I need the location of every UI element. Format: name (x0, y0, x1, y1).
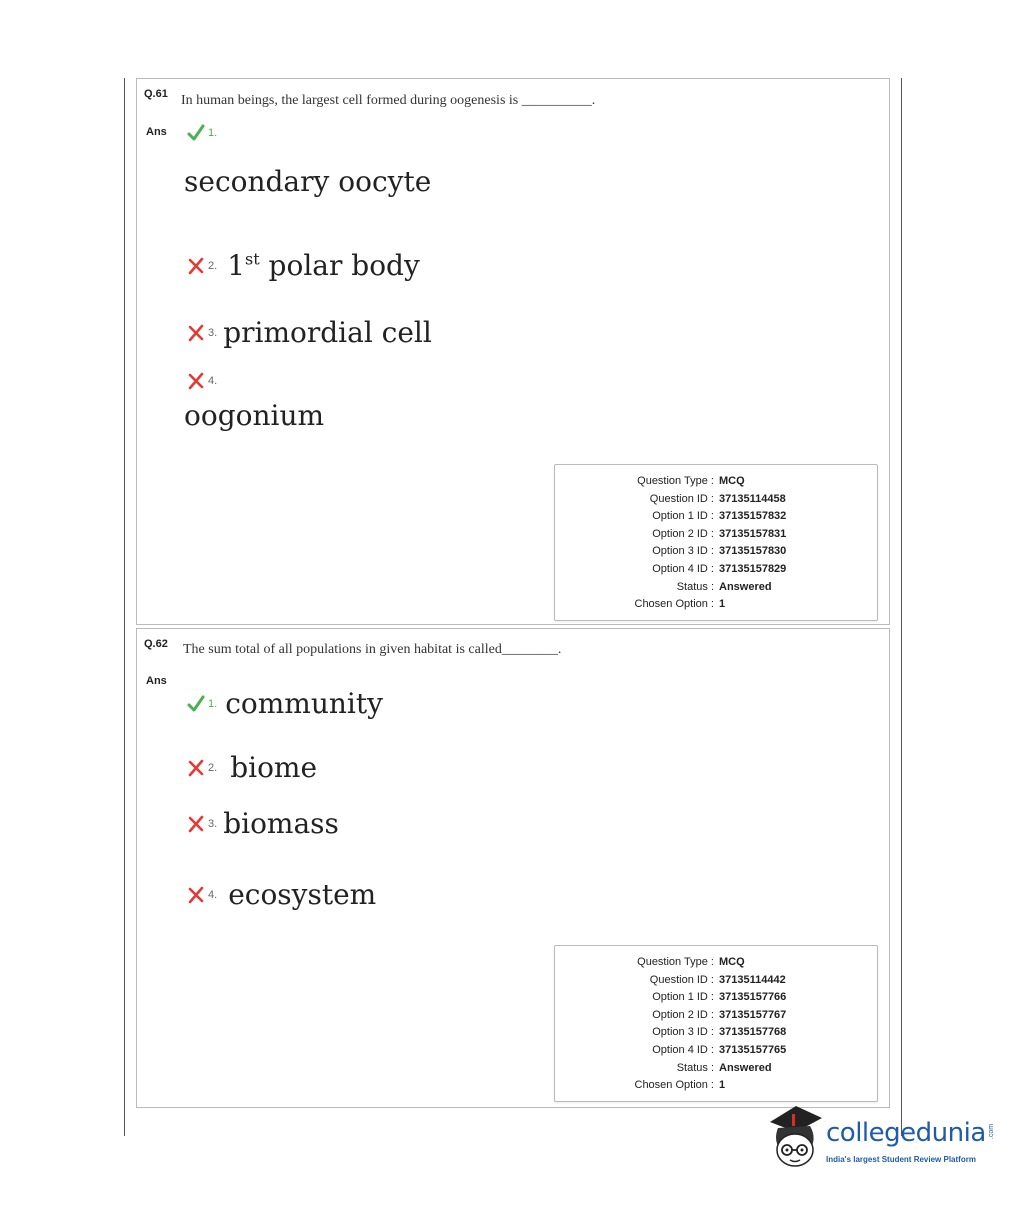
option-number: 2. (208, 761, 218, 774)
logo-wordmark: collegedunia (826, 1118, 986, 1148)
option-1 (187, 124, 227, 142)
option-3 (187, 316, 432, 349)
question-info-panel: Question Type : MCQ Question ID : 37135114442 Option 1 ID : 37135157766 Option 2 ID : 37135157767 Option 3 ID : 37135157768 Option 4 ID : 37135157765 Status : Answered Chosen Option : 1 (554, 945, 878, 1102)
option-number: 3. (208, 817, 218, 830)
question-text: The sum total of all populations in given habitat is called________. (183, 642, 562, 657)
cross-icon (187, 257, 205, 275)
option-2 (187, 249, 420, 282)
option-text: primordial cell (223, 316, 432, 349)
check-icon (187, 124, 205, 142)
cross-icon (187, 324, 205, 342)
option-number: 1. (208, 127, 218, 139)
collegedunia-logo (766, 1104, 994, 1176)
option-text: oogonium (184, 399, 325, 432)
question-info-panel: Question Type : MCQ Question ID : 37135114458 Option 1 ID : 37135157832 Option 2 ID : 37135157831 Option 3 ID : 37135157830 Option 4 ID : 37135157829 Status : Answered Chosen Option : 1 (554, 464, 878, 621)
option-number: 2. (208, 259, 218, 272)
mascot-icon (766, 1104, 824, 1172)
option-number: 1. (208, 697, 218, 710)
option-text: ecosystem (228, 878, 377, 911)
question-text: In human beings, the largest cell formed during oogenesis is __________. (181, 93, 596, 108)
cross-icon (187, 815, 205, 833)
option-text: secondary oocyte (184, 165, 432, 198)
answer-label: Ans (146, 126, 167, 138)
logo-domain: .com (988, 1123, 996, 1140)
cross-icon (187, 372, 205, 390)
option-1 (187, 687, 383, 720)
page-rule-left (124, 78, 125, 1136)
option-4 (187, 372, 227, 390)
logo-tagline: India's largest Student Review Platform (826, 1155, 976, 1164)
option-number: 3. (208, 326, 218, 339)
option-text: biomass (223, 807, 339, 840)
option-4 (187, 878, 376, 911)
option-2 (187, 751, 317, 784)
option-number: 4. (208, 375, 218, 387)
cross-icon (187, 759, 205, 777)
check-icon (187, 695, 205, 713)
question-number: Q.61 (144, 88, 168, 100)
option-3 (187, 807, 339, 840)
option-text: 1st polar body (227, 249, 420, 282)
question-block-62 (136, 628, 890, 1108)
option-number: 4. (208, 888, 218, 901)
question-block-61 (136, 78, 890, 625)
answer-label: Ans (146, 675, 167, 687)
question-number: Q.62 (144, 638, 168, 650)
page-rule-right (901, 78, 902, 1136)
cross-icon (187, 886, 205, 904)
option-text: biome (230, 751, 318, 784)
option-text: community (225, 687, 383, 720)
